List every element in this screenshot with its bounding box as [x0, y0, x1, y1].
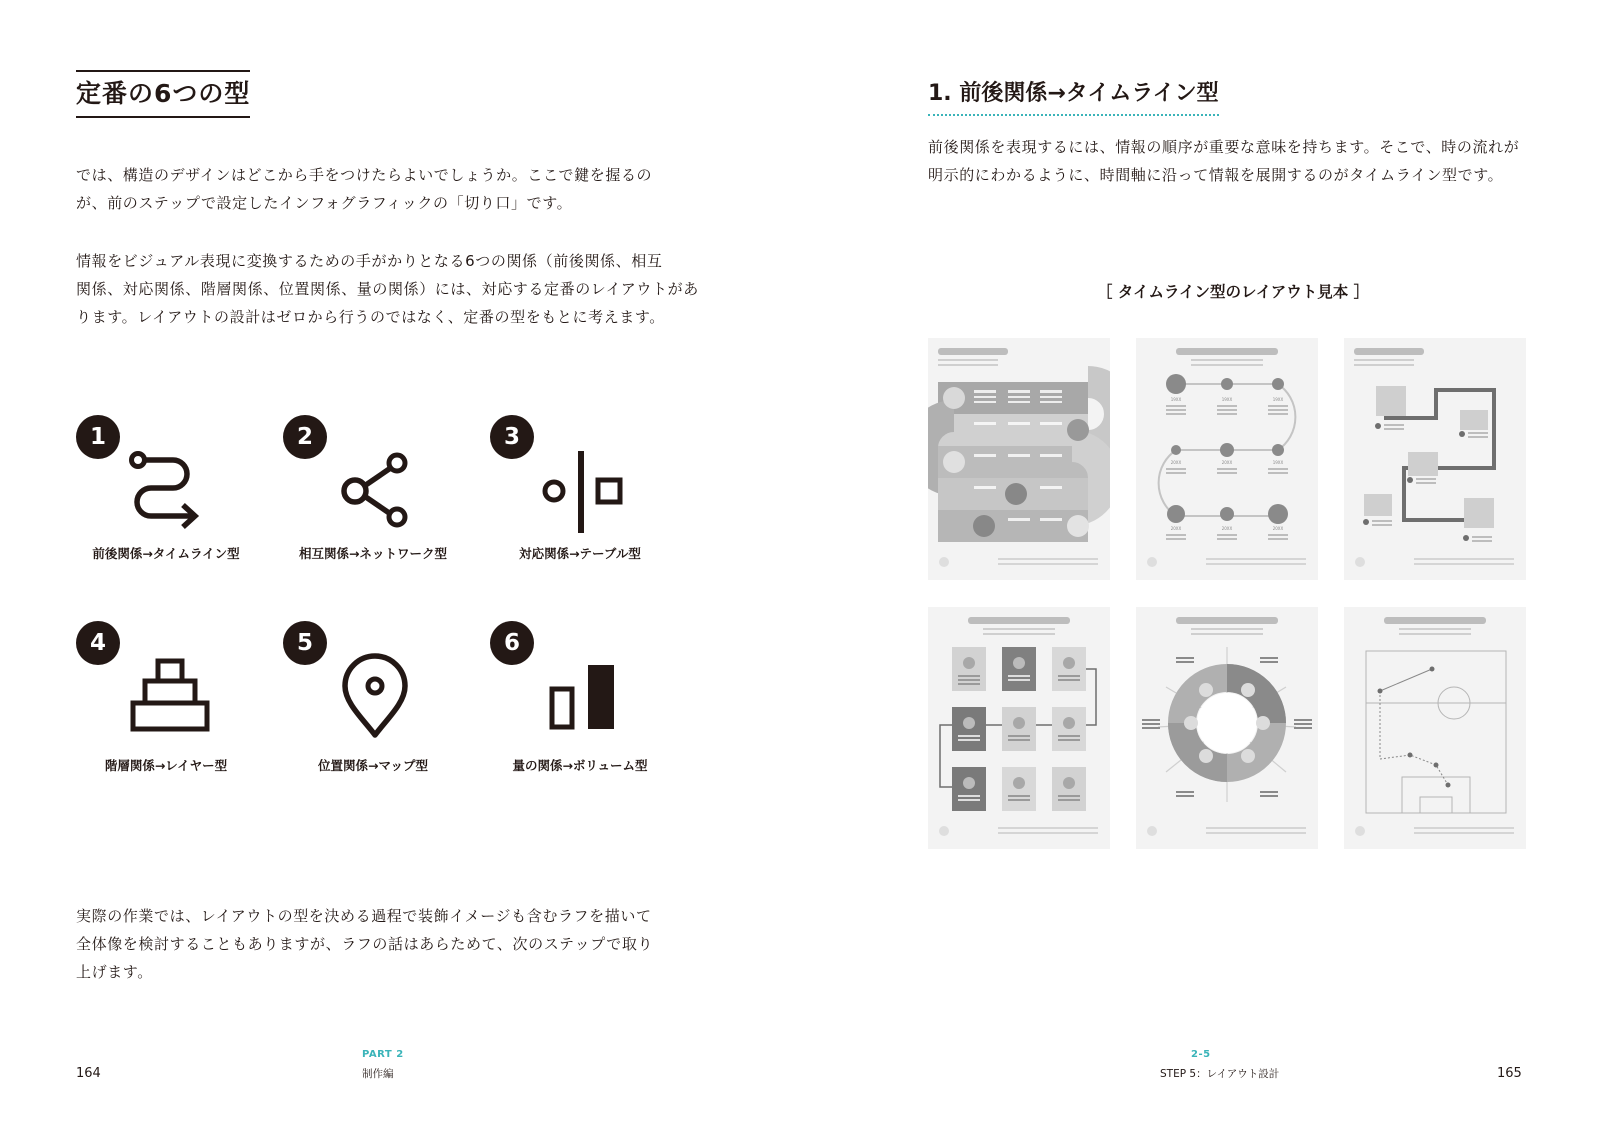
- table-correspondence-icon: [540, 447, 630, 537]
- volume-bars-icon: [540, 653, 630, 743]
- section-title: 1. 前後関係→タイムライン型: [928, 76, 1219, 116]
- relation-number-1: 1: [76, 415, 120, 459]
- sample-year-label: 20XX: [1170, 460, 1182, 465]
- relation-label-6: 量の関係→ボリューム型: [512, 758, 648, 773]
- network-share-icon: [333, 447, 423, 537]
- text-line: 実際の作業では、レイアウトの型を決める過程で装飾イメージも含むラフを描いて: [76, 907, 652, 925]
- page-title: 定番の6つの型: [76, 70, 250, 118]
- relation-number-4: 4: [76, 621, 120, 665]
- relation-number-3: 3: [490, 415, 534, 459]
- text-line: 明示的にわかるように、時間軸に沿って情報を展開するのがタイムライン型です。: [928, 166, 1504, 184]
- section-intro-paragraph: [928, 133, 1519, 189]
- sample-year-label: 19XX: [1272, 397, 1284, 402]
- sample-layout-dot-timeline: [1136, 338, 1318, 580]
- sample-layout-card-grid: [928, 607, 1110, 849]
- text-line: 全体像を検討することもありますが、ラフの話はあらためて、次のステップで取り: [76, 935, 654, 953]
- relation-number-6: 6: [490, 621, 534, 665]
- section-label: 2-5: [1191, 1049, 1211, 1060]
- relation-label-4: 階層関係→レイヤー型: [104, 758, 228, 773]
- sample-year-label: 19XX: [1170, 397, 1182, 402]
- intro-paragraph-2: [76, 247, 699, 331]
- text-line: ります。レイアウトの設計はゼロから行うのではなく、定番の型をもとに考えます。: [76, 308, 665, 326]
- layer-pyramid-icon: [125, 653, 215, 743]
- part-name: 制作編: [362, 1068, 394, 1080]
- map-pin-icon: [333, 653, 423, 743]
- sample-year-label: 20XX: [1272, 526, 1284, 531]
- relation-number-5: 5: [283, 621, 327, 665]
- sample-layout-cycle-ring: [1136, 607, 1318, 849]
- text-line: が、前のステップで設定したインフォグラフィックの「切り口」です。: [76, 194, 573, 212]
- relation-number-2: 2: [283, 415, 327, 459]
- text-line: 情報をビジュアル表現に変換するための手がかりとなる6つの関係（前後関係、相互: [76, 252, 663, 270]
- timeline-path-icon: [125, 447, 215, 537]
- intro-paragraph-1: [76, 161, 652, 217]
- relation-label-3: 対応関係→テーブル型: [519, 546, 641, 561]
- sample-year-label: 20XX: [1221, 460, 1233, 465]
- page-number-right: 165: [1497, 1066, 1522, 1081]
- text-line: では、構造のデザインはどこから手をつけたらよいでしょうか。ここで鍵を握るの: [76, 166, 653, 184]
- sample-year-label: 20XX: [1221, 526, 1233, 531]
- section-name: STEP 5：レイアウト設計: [1160, 1068, 1280, 1080]
- text-line: 上げます。: [76, 963, 153, 981]
- sample-layout-snake-timeline: [928, 338, 1110, 580]
- sample-year-label: 19XX: [1272, 460, 1284, 465]
- sample-year-label: 20XX: [1170, 526, 1182, 531]
- sample-year-label: 19XX: [1221, 397, 1233, 402]
- sample-layout-pitch-route: [1344, 607, 1526, 849]
- part-label: PART 2: [362, 1049, 404, 1060]
- outro-paragraph: [76, 902, 653, 986]
- relation-label-2: 相互関係→ネットワーク型: [299, 546, 447, 561]
- sample-layout-step-path: [1344, 338, 1526, 580]
- text-line: 前後関係を表現するには、情報の順序が重要な意味を持ちます。そこで、時の流れが: [928, 138, 1520, 156]
- text-line: 関係、対応関係、階層関係、位置関係、量の関係）には、対応する定番のレイアウトがあ: [76, 280, 699, 298]
- page-number-left: 164: [76, 1066, 101, 1081]
- samples-caption: ［ タイムライン型のレイアウト見本 ］: [1096, 283, 1370, 301]
- relation-label-1: 前後関係→タイムライン型: [92, 546, 240, 561]
- relation-label-5: 位置関係→マップ型: [318, 758, 428, 773]
